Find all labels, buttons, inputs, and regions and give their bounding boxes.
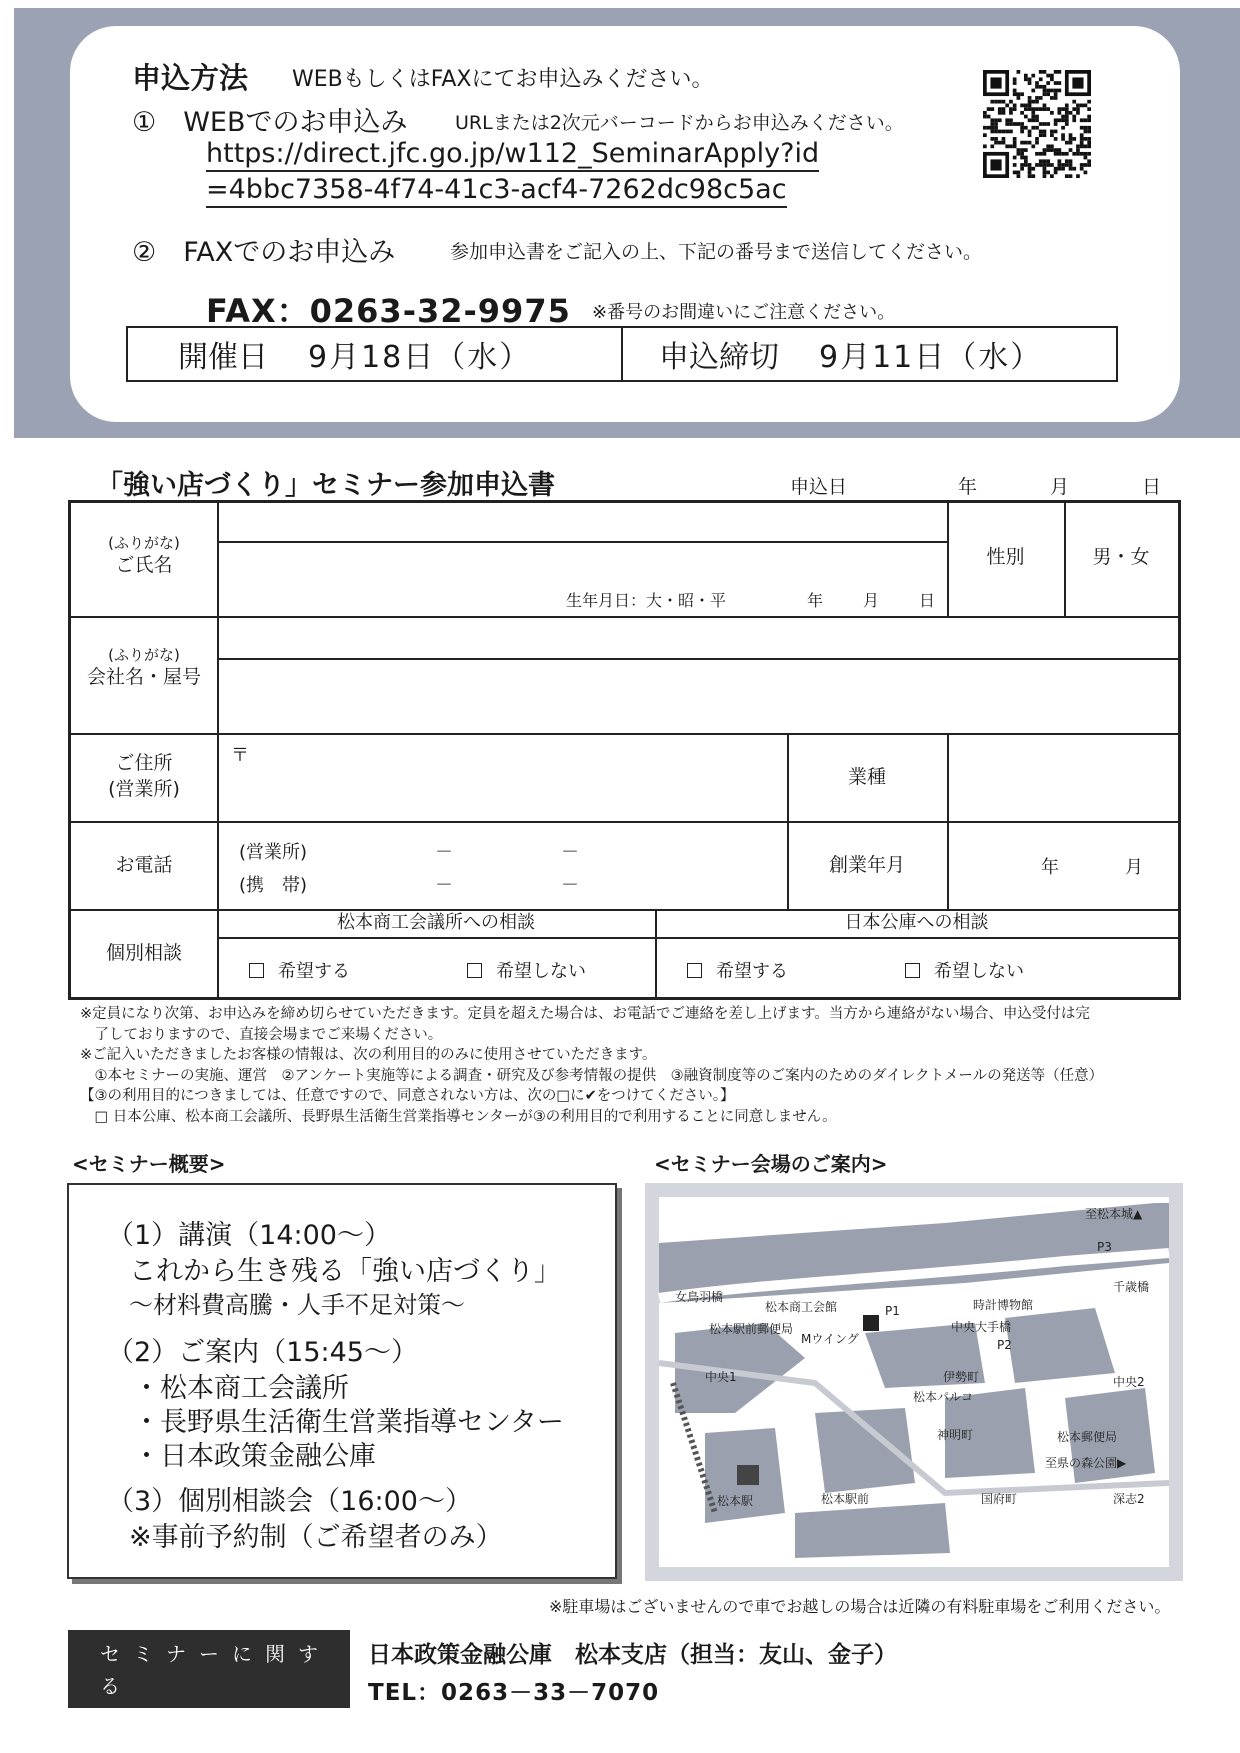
deadline-cell	[621, 328, 1116, 380]
map-label: 松本郵便局	[1057, 1430, 1118, 1444]
company-furigana-label: (ふりがな)	[108, 646, 180, 664]
phone-mobile-label: (携 帯)	[239, 875, 308, 896]
note-line: ①本セミナーの実施、運営 ②アンケート実施等による調査・研究及び参考情報の提供 ③融資制度等のご案内のためのダイレクトメールの発送等（任意）	[80, 1067, 1104, 1084]
jfc-no-wish-option[interactable]	[905, 957, 1024, 983]
note-line: ※ご記入いただきましたお客様の情報は、次の利用目的のみに使用させていただきます。	[80, 1047, 657, 1064]
phone-mobile-dash-1: －	[435, 875, 453, 896]
overview-line: ※事前予約制（ご希望者のみ）	[129, 1522, 503, 1553]
industry-input[interactable]	[953, 739, 1173, 817]
name-furigana-label: (ふりがな)	[108, 534, 180, 552]
founded-year: 年	[1041, 857, 1059, 878]
map-label: 松本駅前	[821, 1492, 870, 1506]
map-label: 時計博物館	[973, 1298, 1034, 1312]
phone-label: お電話	[115, 854, 173, 876]
event-date: 9月18日（水）	[308, 340, 532, 375]
map-label: 千歳橋	[1113, 1280, 1150, 1294]
apply-month: 月	[1050, 476, 1070, 498]
map-label: 中央1	[705, 1370, 737, 1384]
map-label: 至松本城▲	[1085, 1207, 1143, 1221]
map-label: 伊勢町	[943, 1370, 980, 1384]
birth-label: 生年月日：大・昭・平	[566, 591, 727, 610]
map-label: 松本駅	[717, 1494, 754, 1508]
qr-code-icon[interactable]	[983, 70, 1091, 178]
map-label: 中央大手橋	[951, 1320, 1012, 1334]
name-label-cell	[71, 533, 217, 579]
checkbox-icon[interactable]	[687, 963, 702, 978]
application-title: 申込方法	[132, 61, 249, 95]
company-input[interactable]	[223, 665, 1173, 727]
overview-line: これから生き残る「強い店づくり」	[129, 1256, 561, 1287]
overview-box	[67, 1183, 617, 1579]
map-label: P3	[1097, 1240, 1112, 1254]
birth-day: 日	[919, 591, 936, 610]
web-title: ① WEBでのお申込み	[132, 107, 408, 138]
name-label: ご氏名	[115, 554, 173, 577]
map-heading: <セミナー会場のご案内>	[654, 1152, 888, 1176]
fax-note: ※番号のお間違いにご注意ください。	[592, 302, 896, 323]
map-label: 女鳥羽橋	[675, 1290, 724, 1304]
contact-tel[interactable]: TEL：0263－33－7070	[368, 1680, 660, 1706]
consult-chamber-label: 松本商工会議所への相談	[337, 912, 535, 933]
jfc-wish-label: 希望する	[716, 961, 788, 982]
fax-title: ② FAXでのお申込み	[132, 237, 396, 268]
phone-office-dash-2: －	[561, 842, 579, 863]
note-line: ※定員になり次第、お申込みを締め切らせていただきます。定員を超えた場合は、お電話でご連絡を差し上げます。当方から連絡がない場合、申込受付は完	[80, 1006, 1090, 1022]
contact-label-line-1: セミナーに関する	[100, 1642, 331, 1698]
birth-year: 年	[807, 591, 824, 610]
overview-line: （1）講演（14:00～）	[107, 1220, 391, 1251]
phone-office-label: (営業所)	[239, 842, 308, 863]
checkbox-icon[interactable]	[905, 963, 920, 978]
map-label: 神明町	[937, 1428, 974, 1442]
company-label-cell	[71, 645, 217, 691]
apply-date-label: 申込日	[790, 476, 848, 498]
map-label: 中央2	[1113, 1375, 1145, 1389]
consult-label: 個別相談	[105, 942, 182, 964]
application-desc: WEBもしくはFAXにてお申込みください。	[292, 67, 714, 92]
notes	[80, 1004, 1180, 1127]
url-line-1[interactable]: https://direct.jfc.go.jp/w112_SeminarApply?id	[206, 138, 819, 172]
chamber-no-wish-option[interactable]	[467, 957, 586, 983]
phone-mobile-dash-2: －	[561, 875, 579, 896]
fax-desc: 参加申込書をご記入の上、下記の番号まで送信してください。	[450, 241, 983, 263]
industry-label: 業種	[847, 766, 886, 788]
url-line-2[interactable]: =4bbc7358-4f74-41c3-acf4-7262dc98c5ac	[206, 174, 787, 208]
parking-note: ※駐車場はございませんので車でお越しの場合は近隣の有料駐車場をご利用ください。	[549, 1597, 1171, 1616]
overview-heading: <セミナー概要>	[72, 1152, 226, 1176]
fax-number: FAX：0263-32-9975	[206, 292, 571, 330]
postal-mark: 〒	[231, 745, 249, 766]
overview-line: （2）ご案内（15:45～）	[107, 1337, 418, 1368]
map-label: P2	[997, 1338, 1012, 1352]
apply-day: 日	[1142, 476, 1162, 498]
phone-office-dash-1: －	[435, 842, 453, 863]
checkbox-icon[interactable]	[249, 963, 264, 978]
deadline-label: 申込締切	[659, 340, 779, 375]
map-label: P1	[885, 1304, 900, 1318]
address-label: ご住所	[115, 752, 173, 774]
contact-name: 日本政策金融公庫 松本支店（担当：友山、金子）	[368, 1642, 897, 1668]
map-label: 松本駅前郵便局	[709, 1322, 794, 1336]
contact-label-line-2: お問い合わせ	[100, 1706, 298, 1730]
chamber-no-wish-label: 希望しない	[496, 961, 586, 982]
map-label: 深志2	[1113, 1492, 1145, 1506]
jfc-wish-option[interactable]	[687, 957, 788, 983]
address-label-cell	[71, 751, 217, 802]
station-marker	[737, 1465, 759, 1485]
founded-month: 月	[1125, 857, 1143, 878]
company-furigana-input[interactable]	[223, 621, 1173, 655]
chamber-wish-label: 希望する	[278, 961, 350, 982]
map-svg	[645, 1183, 1183, 1581]
overview-line: ・長野県生活衛生営業指導センター	[133, 1407, 564, 1438]
address-office-label: (営業所)	[108, 777, 180, 800]
founded-label: 創業年月	[828, 854, 905, 876]
map-label: 至県の森公園▶	[1045, 1456, 1127, 1470]
gender-label: 性別	[986, 546, 1025, 568]
overview-line: （3）個別相談会（16:00～）	[107, 1486, 472, 1517]
name-furigana-input[interactable]	[223, 507, 943, 539]
application-form	[68, 500, 1181, 1000]
event-date-cell	[128, 328, 621, 380]
venue-map	[645, 1183, 1183, 1581]
birth-month: 月	[863, 591, 880, 610]
apply-year: 年	[958, 476, 978, 498]
gender-value[interactable]: 男・女	[1092, 546, 1150, 568]
contact-label	[68, 1630, 350, 1730]
consult-jfc-label: 日本公庫への相談	[844, 912, 989, 933]
map-label: 国府町	[981, 1492, 1018, 1506]
map-label: 松本パルコ	[913, 1390, 974, 1404]
deadline-date: 9月11日（水）	[819, 340, 1043, 375]
event-date-label: 開催日	[178, 340, 268, 375]
company-label: 会社名・屋号	[86, 666, 201, 689]
form-title: 「強い店づくり」セミナー参加申込書	[96, 470, 555, 501]
jfc-no-wish-label: 希望しない	[934, 961, 1024, 982]
overview-line: ・日本政策金融公庫	[133, 1441, 376, 1472]
venue-marker	[863, 1315, 879, 1331]
address-input[interactable]	[251, 739, 783, 817]
chamber-wish-option[interactable]	[249, 957, 350, 983]
map-label: 松本商工会館	[765, 1300, 838, 1314]
note-line: □ 日本公庫、松本商工会議所、長野県生活衛生営業指導センターが③の利用目的で利用することに同意しません。	[80, 1108, 837, 1125]
date-table	[126, 326, 1118, 382]
note-line: 【③の利用目的につきましては、任意ですので、同意されない方は、次の□に✔をつけてください。】	[80, 1088, 735, 1105]
map-label: Mウイング	[801, 1332, 859, 1346]
note-line: 了しておりますので、直接会場までご来場ください。	[80, 1026, 443, 1043]
overview-line: ・松本商工会議所	[133, 1373, 349, 1404]
name-input[interactable]	[223, 547, 943, 583]
overview-line: ～材料費高騰・人手不足対策～	[129, 1291, 465, 1319]
web-desc: URLまたは2次元バーコードからお申込みください。	[455, 112, 904, 134]
checkbox-icon[interactable]	[467, 963, 482, 978]
